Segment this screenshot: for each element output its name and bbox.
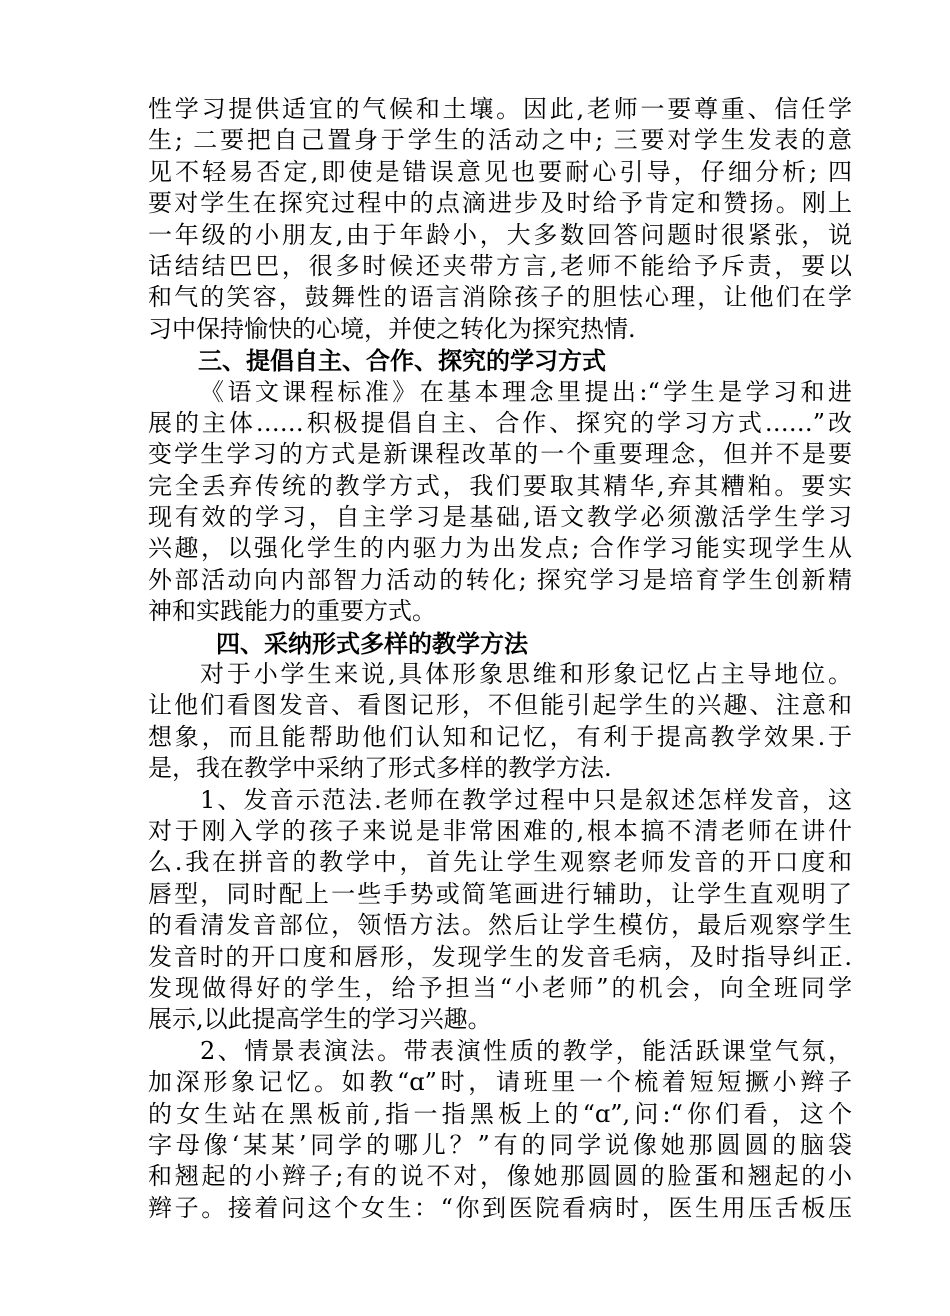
text-line: 外部活动向内部智力活动的转化; 探究学习是培育学生创新精 xyxy=(148,565,852,594)
text-line: 习中保持愉快的心境，并使之转化为探究热情. xyxy=(148,314,636,343)
text-line: 完全丢弃传统的教学方式，我们要取其精华,弃其糟粕。要实 xyxy=(148,471,852,500)
paragraph-2-continuation xyxy=(148,94,852,345)
text-line: 字母像‘某某’同学的哪儿？”有的同学说像她那圆圆的脑袋 xyxy=(148,1130,852,1159)
text-line: 展的主体……积极提倡自主、合作、探究的学习方式……”改 xyxy=(148,408,852,437)
text-line: 兴趣，以强化学生的内驱力为出发点; 合作学习能实现学生从 xyxy=(148,534,852,563)
text-line: 1、发音示范法.老师在教学过程中只是叙述怎样发音，这 xyxy=(200,785,852,814)
section-heading-3: 三、提倡自主、合作、探究的学习方式 xyxy=(198,346,606,376)
paragraph-5 xyxy=(148,785,852,1036)
text-line: 2、情景表演法。带表演性质的教学，能活跃课堂气氛， xyxy=(200,1036,852,1065)
text-line: 辫子。接着问这个女生：“你到医院看病时，医生用压舌板压 xyxy=(148,1193,852,1222)
text-line: 对于刚入学的孩子来说是非常困难的,根本搞不清老师在讲什 xyxy=(148,816,852,845)
text-line: 的女生站在黑板前,指一指黑板上的“ɑ”,问:“你们看，这个 xyxy=(148,1099,852,1128)
text-line: 生; 二要把自己置身于学生的活动之中; 三要对学生发表的意 xyxy=(148,126,852,155)
text-line: 想象，而且能帮助他们认知和记忆，有利于提高教学效果.于 xyxy=(148,722,852,751)
text-line: 一年级的小朋友,由于年龄小，大多数回答问题时很紧张，说 xyxy=(148,220,852,249)
text-line: 性学习提供适宜的气候和土壤。因此,老师一要尊重、信任学 xyxy=(148,95,852,123)
text-line: 是，我在教学中采纳了形式多样的教学方法. xyxy=(148,754,612,783)
text-line: 现有效的学习，自主学习是基础,语文教学必须激活学生学习 xyxy=(148,503,852,532)
document-page xyxy=(148,94,852,1224)
text-line: 让他们看图发音、看图记形，不但能引起学生的兴趣、注意和 xyxy=(148,691,852,720)
text-line: 和翘起的小辫子;有的说不对，像她那圆圆的脸蛋和翘起的小 xyxy=(148,1162,852,1191)
text-line: 么.我在拼音的教学中，首先让学生观察老师发音的开口度和 xyxy=(148,848,852,877)
text-line: 对于小学生来说,具体形象思维和形象记忆占主导地位。 xyxy=(200,660,852,689)
text-line: 发现做得好的学生，给予担当“小老师”的机会，向全班同学 xyxy=(148,973,852,1002)
paragraph-4 xyxy=(148,659,852,785)
text-line: 《语文课程标准》在基本理念里提出:“学生是学习和进 xyxy=(200,377,852,406)
text-line: 话结结巴巴，很多时候还夹带方言,老师不能给予斥责，要以 xyxy=(148,251,852,280)
text-line: 的看清发音部位，领悟方法。然后让学生模仿，最后观察学生 xyxy=(148,911,852,940)
text-line: 和气的笑容，鼓舞性的语言消除孩子的胆怯心理，让他们在学 xyxy=(148,283,852,312)
text-line: 要对学生在探究过程中的点滴进步及时给予肯定和赞扬。刚上 xyxy=(148,189,852,218)
text-line: 变学生学习的方式是新课程改革的一个重要理念，但并不是要 xyxy=(148,440,852,469)
text-line: 发音时的开口度和唇形，发现学生的发音毛病，及时指导纠正. xyxy=(148,942,852,971)
text-line: 神和实践能力的重要方式。 xyxy=(148,597,436,626)
text-line: 加深形象记忆。如教“ɑ”时，请班里一个梳着短短撅小辫子 xyxy=(148,1068,852,1097)
text-line: 展示,以此提高学生的学习兴趣。 xyxy=(148,1005,492,1034)
text-line: 见不轻易否定,即使是错误意见也要耐心引导，仔细分析; 四 xyxy=(148,157,852,186)
paragraph-3 xyxy=(148,377,852,628)
section-heading-4: 四、采纳形式多样的教学方法 xyxy=(216,628,528,658)
paragraph-6 xyxy=(148,1036,852,1224)
text-line: 唇型，同时配上一些手势或简笔画进行辅助，让学生直观明了 xyxy=(148,879,852,908)
